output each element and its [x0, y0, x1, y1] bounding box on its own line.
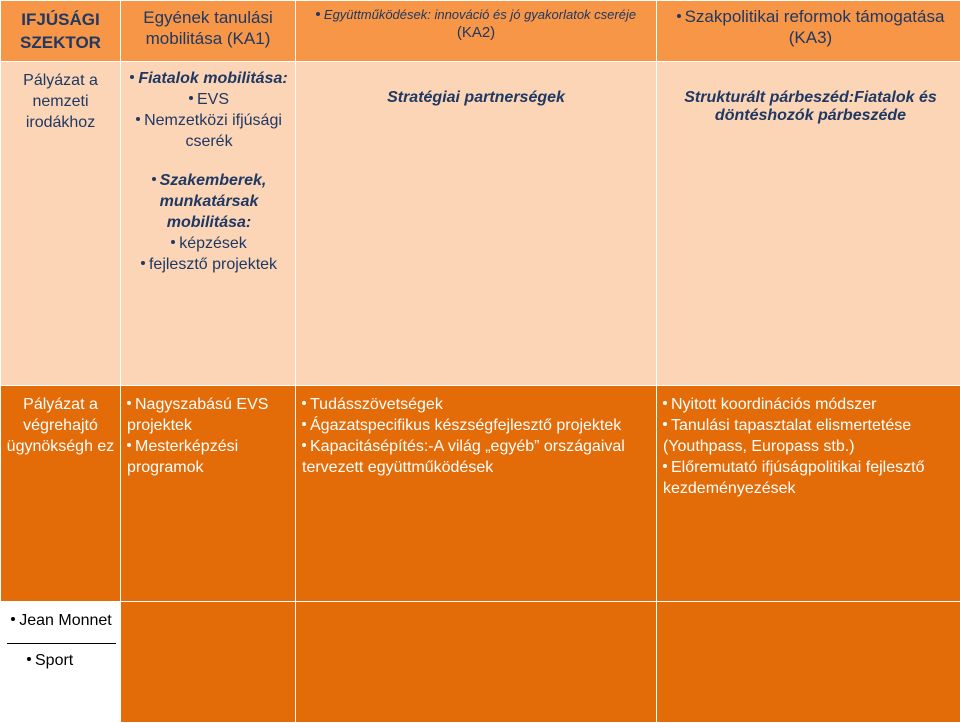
bullet-icon [136, 117, 140, 121]
header-row [1, 1, 960, 62]
list-item: Tanulási tapasztalat elismertetése (Youthpass, Europass stb.) [663, 415, 958, 457]
youth-mobility-title: Fiatalok mobilitása: [138, 70, 287, 87]
row-national-label-cell [1, 62, 121, 386]
header-ka3 [657, 1, 960, 62]
row-national-label: Pályázat a nemzeti irodákhoz [1, 62, 120, 133]
empty-cell [657, 602, 960, 723]
bullet-icon [11, 617, 15, 621]
youth-mobility-block [127, 68, 291, 152]
other-programs-list [1, 602, 120, 671]
staff-mobility-block [127, 170, 291, 275]
list-item: Ágazatspecifikus készségfejlesztő projektek [302, 415, 650, 436]
ka2-agency-list [296, 386, 656, 478]
strategic-partnerships: Stratégiai partnerségek [296, 62, 656, 107]
bullet-icon [302, 401, 306, 405]
ka1-national-content [121, 62, 295, 275]
row-agency-ka2-cell [296, 386, 657, 602]
staff-mobility-title: Szakemberek, munkatársak mobilitása: [160, 172, 267, 231]
ka3-title [657, 1, 960, 52]
structured-dialogue: Strukturált párbeszéd:Fiatalok és döntéshozók párbeszéde [657, 62, 960, 125]
row-agency-ka3-cell [657, 386, 960, 602]
other-programs-cell [1, 602, 121, 723]
row-executive-agency [1, 386, 960, 602]
row-agency-ka1-cell [121, 386, 296, 602]
bullet-icon [663, 422, 667, 426]
empty-cell [296, 602, 657, 723]
ka2-title-italic: Együttműködések: innováció és jó gyakorlatok cseréje [324, 7, 636, 22]
row-agency-label: Pályázat a végrehajtó ügynökségh ez [1, 386, 120, 457]
ka2-title [296, 1, 656, 46]
header-ka1 [121, 1, 296, 62]
row-national-ka3-cell [657, 62, 960, 386]
bullet-icon [316, 12, 320, 16]
row-other-programs [1, 602, 960, 723]
list-item: Mesterképzési programok [127, 436, 289, 478]
ka3-agency-list [657, 386, 960, 499]
youth-sector-title: IFJÚSÁGI SZEKTOR [1, 1, 120, 58]
list-item-jean-monnet: Jean Monnet [7, 610, 116, 637]
row-national-ka2-cell [296, 62, 657, 386]
bullet-icon [302, 422, 306, 426]
ka3-title-text: Szakpolitikai reformok támogatása (KA3) [685, 7, 945, 47]
bullet-icon [663, 464, 667, 468]
bullet-icon [141, 261, 145, 265]
list-item: Előremutató ifjúságpolitikai fejlesztő kezdeményezések [663, 457, 958, 499]
list-item: képzések [127, 233, 291, 254]
list-item: Nyitott koordinációs módszer [663, 394, 958, 415]
row-national-agencies [1, 62, 960, 386]
header-youth-sector [1, 1, 121, 62]
bullet-icon [677, 14, 681, 18]
bullet-icon [302, 443, 306, 447]
bullet-icon [130, 75, 134, 79]
bullet-icon [127, 443, 131, 447]
row-national-ka1-cell [121, 62, 296, 386]
list-item-sport: Sport [7, 643, 116, 671]
ka1-title: Egyének tanulási mobilitása (KA1) [121, 1, 295, 53]
list-item: Nagyszabású EVS projektek [127, 394, 289, 436]
ka2-code: (KA2) [457, 24, 495, 41]
header-ka2 [296, 1, 657, 62]
bullet-icon [171, 240, 175, 244]
list-item: EVS [127, 89, 291, 110]
ka1-agency-list [121, 386, 295, 478]
bullet-icon [152, 177, 156, 181]
bullet-icon [27, 657, 31, 661]
list-item: Kapacitásépítés:-A világ „egyéb” országaival tervezett együttműködések [302, 436, 650, 478]
empty-cell [121, 602, 296, 723]
row-agency-label-cell [1, 386, 121, 602]
bullet-icon [127, 401, 131, 405]
bullet-icon [189, 96, 193, 100]
list-item: Tudásszövetségek [302, 394, 650, 415]
bullet-icon [663, 401, 667, 405]
list-item: Nemzetközi ifjúsági cserék [127, 110, 291, 152]
list-item: fejlesztő projektek [127, 254, 291, 275]
